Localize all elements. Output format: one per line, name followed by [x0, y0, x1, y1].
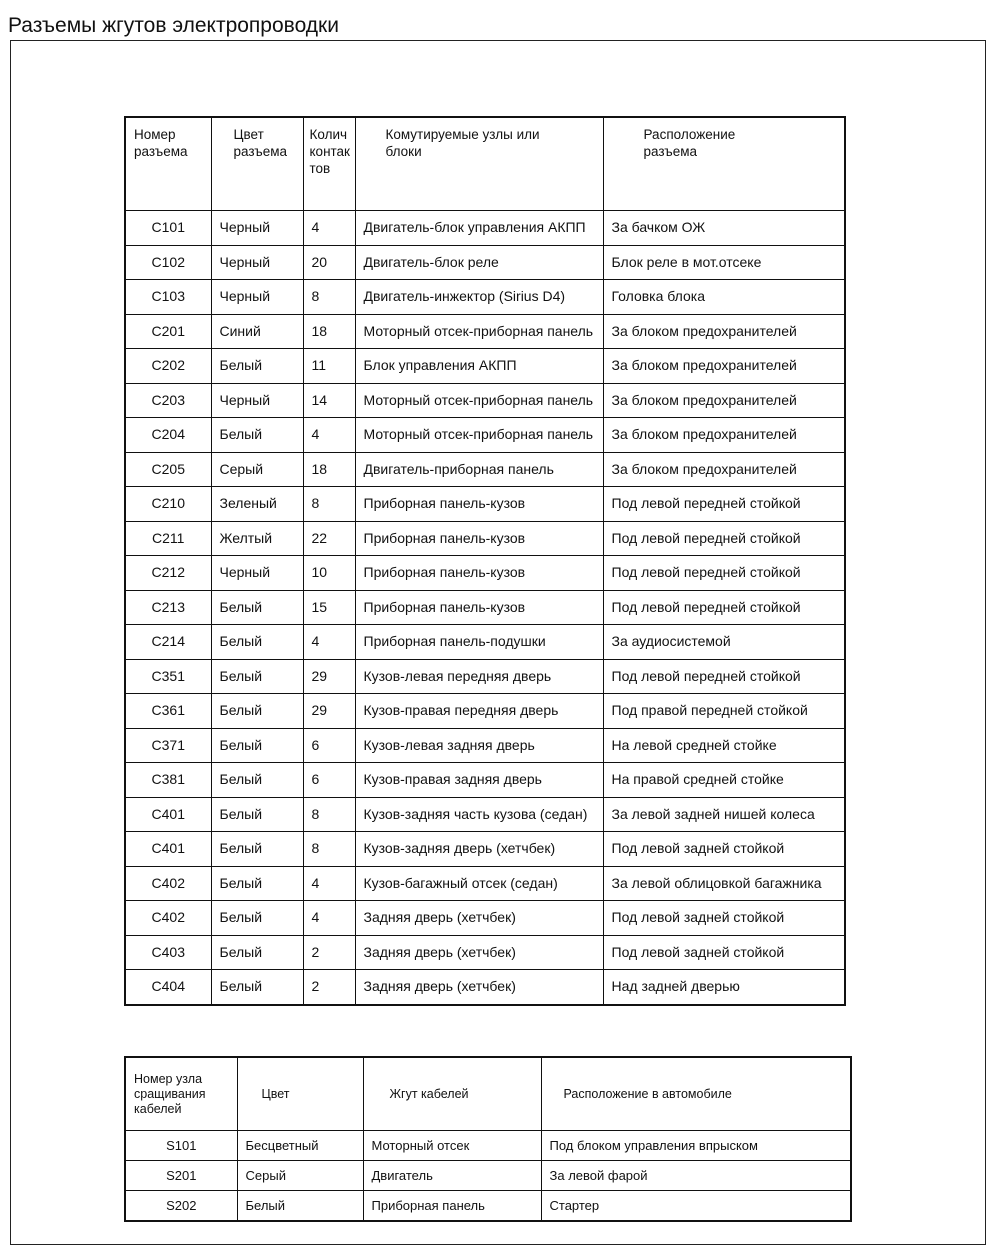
- header-vehicle-location: Расположение в автомобиле: [541, 1057, 851, 1131]
- switched-units-cell: Кузов-задняя часть кузова (седан): [355, 797, 603, 832]
- connector-color-cell: Черный: [211, 383, 303, 418]
- table-row: [125, 211, 845, 246]
- connector-number-cell: C361: [125, 694, 211, 729]
- contact-count-cell: 29: [303, 694, 355, 729]
- contact-count-cell: 10: [303, 556, 355, 591]
- connector-color-cell: Белый: [211, 728, 303, 763]
- connector-number-cell: C371: [125, 728, 211, 763]
- table-row: [125, 659, 845, 694]
- connector-number-cell: C102: [125, 245, 211, 280]
- table-row: [125, 935, 845, 970]
- switched-units-cell: Двигатель-блок управления АКПП: [355, 211, 603, 246]
- connector-color-cell: Белый: [211, 625, 303, 660]
- switched-units-cell: Задняя дверь (хетчбек): [355, 970, 603, 1005]
- connector-color-cell: Белый: [211, 901, 303, 936]
- connectors-body: [125, 211, 845, 1005]
- connector-color-cell: Черный: [211, 245, 303, 280]
- connector-location-cell: Под левой задней стойкой: [603, 935, 845, 970]
- table-row: [125, 521, 845, 556]
- connector-color-cell: Белый: [211, 832, 303, 867]
- table-row: [125, 349, 845, 384]
- connector-location-cell: За блоком предохранителей: [603, 383, 845, 418]
- table-row: [125, 383, 845, 418]
- contact-count-cell: 22: [303, 521, 355, 556]
- splices-header-row: [125, 1057, 851, 1131]
- table-row: [125, 625, 845, 660]
- contact-count-cell: 18: [303, 452, 355, 487]
- table-row: [125, 418, 845, 453]
- switched-units-cell: Приборная панель-кузов: [355, 556, 603, 591]
- connector-location-cell: Блок реле в мот.отсеке: [603, 245, 845, 280]
- contact-count-cell: 4: [303, 625, 355, 660]
- table-row: [125, 1131, 851, 1161]
- connector-number-cell: C210: [125, 487, 211, 522]
- header-connector-number: Номер разъема: [125, 117, 211, 211]
- table-row: [125, 901, 845, 936]
- table-row: [125, 763, 845, 798]
- connector-location-cell: Под левой передней стойкой: [603, 556, 845, 591]
- switched-units-cell: Двигатель-инжектор (Sirius D4): [355, 280, 603, 315]
- splice-color-cell: Бесцветный: [237, 1131, 363, 1161]
- connector-color-cell: Синий: [211, 314, 303, 349]
- connector-color-cell: Черный: [211, 556, 303, 591]
- connector-location-cell: За блоком предохранителей: [603, 452, 845, 487]
- contact-count-cell: 8: [303, 280, 355, 315]
- connector-number-cell: C205: [125, 452, 211, 487]
- table-row: [125, 694, 845, 729]
- switched-units-cell: Моторный отсек-приборная панель: [355, 418, 603, 453]
- connector-number-cell: C401: [125, 797, 211, 832]
- switched-units-cell: Моторный отсек-приборная панель: [355, 314, 603, 349]
- header-splice-number: Номер узла сращивания кабелей: [125, 1057, 237, 1131]
- table-row: [125, 314, 845, 349]
- connector-number-cell: C403: [125, 935, 211, 970]
- connector-color-cell: Белый: [211, 694, 303, 729]
- contact-count-cell: 14: [303, 383, 355, 418]
- switched-units-cell: Кузов-правая передняя дверь: [355, 694, 603, 729]
- switched-units-cell: Задняя дверь (хетчбек): [355, 901, 603, 936]
- contact-count-cell: 2: [303, 935, 355, 970]
- page-title: Разъемы жгутов электропроводки: [8, 14, 339, 37]
- contact-count-cell: 8: [303, 487, 355, 522]
- connector-number-cell: C381: [125, 763, 211, 798]
- header-connector-location: Расположение разъема: [603, 117, 845, 211]
- switched-units-cell: Блок управления АКПП: [355, 349, 603, 384]
- connector-location-cell: Под левой задней стойкой: [603, 901, 845, 936]
- harness-cell: Двигатель: [363, 1161, 541, 1191]
- contact-count-cell: 2: [303, 970, 355, 1005]
- table-row: [125, 970, 845, 1005]
- table-row: [125, 590, 845, 625]
- table-row: [125, 1191, 851, 1222]
- vehicle-location-cell: Под блоком управления впрыском: [541, 1131, 851, 1161]
- connector-color-cell: Белый: [211, 418, 303, 453]
- table-row: [125, 866, 845, 901]
- switched-units-cell: Приборная панель-кузов: [355, 487, 603, 522]
- connector-number-cell: C212: [125, 556, 211, 591]
- connector-location-cell: За блоком предохранителей: [603, 349, 845, 384]
- connector-location-cell: За блоком предохранителей: [603, 314, 845, 349]
- connector-number-cell: C402: [125, 901, 211, 936]
- connector-number-cell: C203: [125, 383, 211, 418]
- switched-units-cell: Приборная панель-кузов: [355, 590, 603, 625]
- splice-color-cell: Серый: [237, 1161, 363, 1191]
- connector-number-cell: C401: [125, 832, 211, 867]
- table-row: [125, 728, 845, 763]
- contact-count-cell: 4: [303, 418, 355, 453]
- contact-count-cell: 4: [303, 866, 355, 901]
- header-harness: Жгут кабелей: [363, 1057, 541, 1131]
- switched-units-cell: Кузов-задняя дверь (хетчбек): [355, 832, 603, 867]
- connector-color-cell: Зеленый: [211, 487, 303, 522]
- harness-cell: Приборная панель: [363, 1191, 541, 1222]
- connectors-table: [124, 116, 846, 1006]
- connector-number-cell: C213: [125, 590, 211, 625]
- switched-units-cell: Приборная панель-кузов: [355, 521, 603, 556]
- contact-count-cell: 6: [303, 728, 355, 763]
- connector-color-cell: Белый: [211, 970, 303, 1005]
- table-row: [125, 280, 845, 315]
- contact-count-cell: 8: [303, 797, 355, 832]
- connector-color-cell: Желтый: [211, 521, 303, 556]
- table-row: [125, 1161, 851, 1191]
- switched-units-cell: Кузов-левая передняя дверь: [355, 659, 603, 694]
- connector-color-cell: Белый: [211, 935, 303, 970]
- table-row: [125, 797, 845, 832]
- connector-number-cell: C101: [125, 211, 211, 246]
- contact-count-cell: 6: [303, 763, 355, 798]
- connector-location-cell: На левой средней стойке: [603, 728, 845, 763]
- table-row: [125, 556, 845, 591]
- connector-location-cell: Под правой передней стойкой: [603, 694, 845, 729]
- table-row: [125, 832, 845, 867]
- connector-number-cell: C351: [125, 659, 211, 694]
- header-contact-count: Колич контак тов: [303, 117, 355, 211]
- vehicle-location-cell: За левой фарой: [541, 1161, 851, 1191]
- connector-location-cell: Под левой передней стойкой: [603, 590, 845, 625]
- splice-number-cell: S101: [125, 1131, 237, 1161]
- connector-number-cell: C402: [125, 866, 211, 901]
- connector-location-cell: Над задней дверью: [603, 970, 845, 1005]
- table-row: [125, 452, 845, 487]
- connector-location-cell: На правой средней стойке: [603, 763, 845, 798]
- splices-body: [125, 1131, 851, 1222]
- connector-color-cell: Белый: [211, 349, 303, 384]
- harness-cell: Моторный отсек: [363, 1131, 541, 1161]
- connector-color-cell: Белый: [211, 590, 303, 625]
- connector-location-cell: За левой облицовкой багажника: [603, 866, 845, 901]
- connector-color-cell: Черный: [211, 280, 303, 315]
- connector-number-cell: C103: [125, 280, 211, 315]
- contact-count-cell: 11: [303, 349, 355, 384]
- switched-units-cell: Задняя дверь (хетчбек): [355, 935, 603, 970]
- connector-color-cell: Черный: [211, 211, 303, 246]
- connector-location-cell: Под левой задней стойкой: [603, 832, 845, 867]
- switched-units-cell: Двигатель-блок реле: [355, 245, 603, 280]
- splice-number-cell: S201: [125, 1161, 237, 1191]
- contact-count-cell: 8: [303, 832, 355, 867]
- connector-number-cell: C204: [125, 418, 211, 453]
- connectors-header-row: [125, 117, 845, 211]
- connector-color-cell: Белый: [211, 659, 303, 694]
- splice-color-cell: Белый: [237, 1191, 363, 1222]
- contact-count-cell: 4: [303, 901, 355, 936]
- connector-color-cell: Белый: [211, 763, 303, 798]
- connector-location-cell: За аудиосистемой: [603, 625, 845, 660]
- switched-units-cell: Кузов-правая задняя дверь: [355, 763, 603, 798]
- contact-count-cell: 20: [303, 245, 355, 280]
- vehicle-location-cell: Стартер: [541, 1191, 851, 1222]
- contact-count-cell: 29: [303, 659, 355, 694]
- connector-color-cell: Серый: [211, 452, 303, 487]
- connector-number-cell: C201: [125, 314, 211, 349]
- header-splice-color: Цвет: [237, 1057, 363, 1131]
- switched-units-cell: Кузов-багажный отсек (седан): [355, 866, 603, 901]
- switched-units-cell: Кузов-левая задняя дверь: [355, 728, 603, 763]
- connector-color-cell: Белый: [211, 866, 303, 901]
- switched-units-cell: Двигатель-приборная панель: [355, 452, 603, 487]
- connector-location-cell: Головка блока: [603, 280, 845, 315]
- connector-location-cell: Под левой передней стойкой: [603, 521, 845, 556]
- table-row: [125, 245, 845, 280]
- connector-number-cell: C202: [125, 349, 211, 384]
- contact-count-cell: 18: [303, 314, 355, 349]
- splice-number-cell: S202: [125, 1191, 237, 1222]
- connector-number-cell: C404: [125, 970, 211, 1005]
- connector-color-cell: Белый: [211, 797, 303, 832]
- connector-location-cell: За блоком предохранителей: [603, 418, 845, 453]
- connector-number-cell: C211: [125, 521, 211, 556]
- connector-number-cell: C214: [125, 625, 211, 660]
- connector-location-cell: За бачком ОЖ: [603, 211, 845, 246]
- switched-units-cell: Приборная панель-подушки: [355, 625, 603, 660]
- connector-location-cell: Под левой передней стойкой: [603, 659, 845, 694]
- contact-count-cell: 15: [303, 590, 355, 625]
- header-connector-color: Цвет разъема: [211, 117, 303, 211]
- splices-table: [124, 1056, 852, 1222]
- switched-units-cell: Моторный отсек-приборная панель: [355, 383, 603, 418]
- header-switched-units: Комутируемые узлы или блоки: [355, 117, 603, 211]
- connector-location-cell: За левой задней нишей колеса: [603, 797, 845, 832]
- connector-location-cell: Под левой передней стойкой: [603, 487, 845, 522]
- contact-count-cell: 4: [303, 211, 355, 246]
- table-row: [125, 487, 845, 522]
